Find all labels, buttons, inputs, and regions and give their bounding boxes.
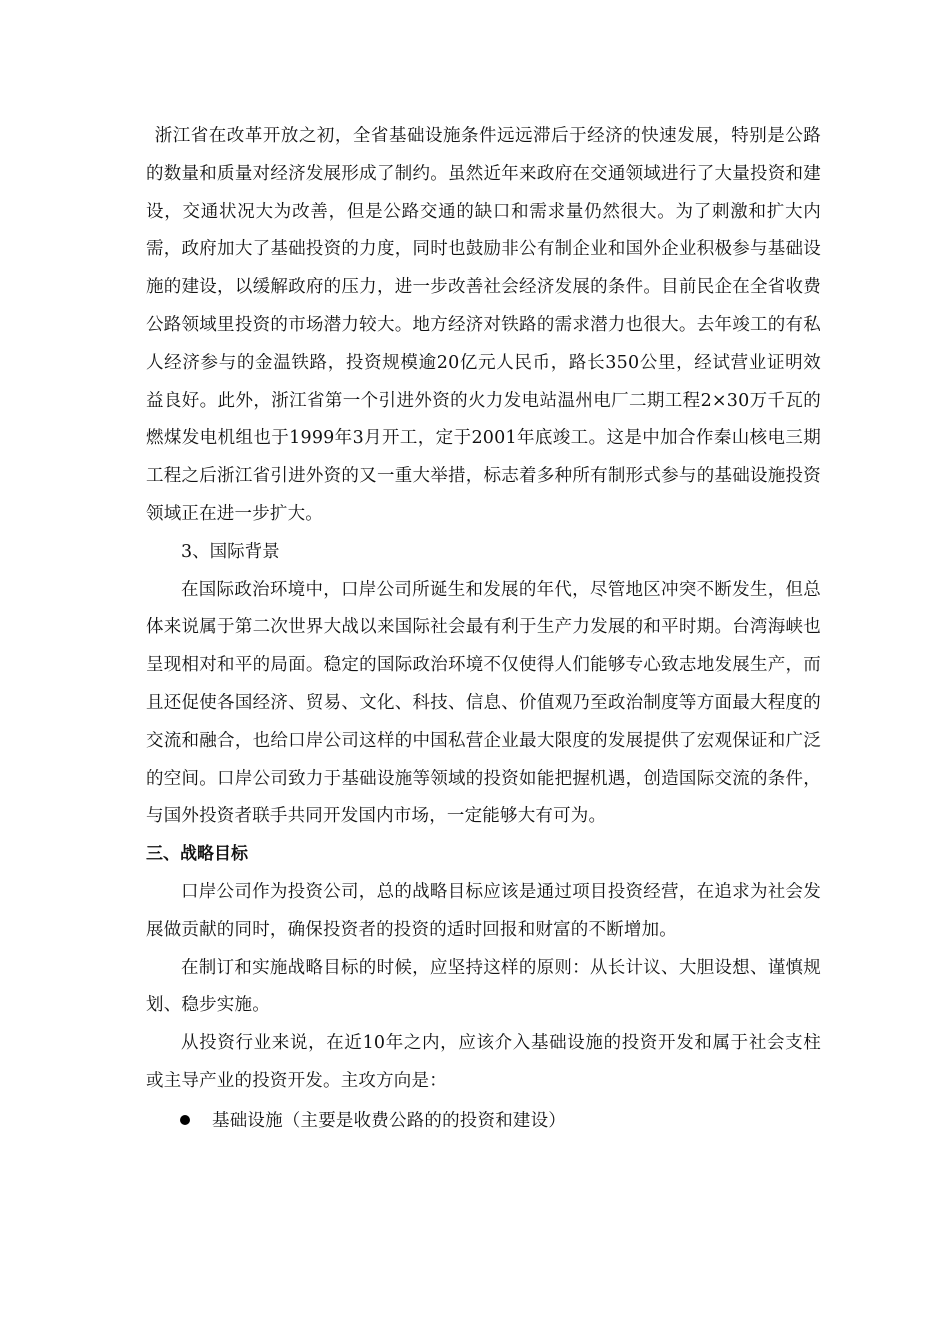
subheading-international-background: 3、国际背景 — [181, 541, 280, 562]
paragraph-international-environment: 在国际政治环境中，口岸公司所诞生和发展的年代，尽管地区冲突不断发生，但总体来说属于第二次世界大战以来国际社会最有利于生产力发展的和平时期。台湾海峡也呈现相对和平的局面。稳定的国际政治环境不仅使得人们能够专心致志地发展生产，而且还促使各国经济、贸易、文化、科技、信息、价值观乃至政治制度等方面最大程度的交流和融合，也给口岸公司这样的中国私营企业最大限度的发展提供了宏观保证和广泛的空间。口岸公司致力于基础设施等领域的投资如能把握机遇，创造国际交流的条件，与国外投资者联手共同开发国内市场，一定能够大有可为。 — [146, 579, 821, 827]
bullet-text: 基础设施（主要是收费公路的的投资和建设） — [212, 1111, 566, 1132]
paragraph-investment-direction: 从投资行业来说，在近10年之内，应该介入基础设施的投资开发和属于社会支柱或主导产业的投资开发。主攻方向是： — [146, 1033, 821, 1091]
document-page — [146, 118, 821, 1139]
paragraph-overall-goal: 口岸公司作为投资公司，总的战略目标应该是通过项目投资经营，在追求为社会发展做贡献的同时，确保投资者的投资的适时回报和财富的不断增加。 — [146, 881, 821, 940]
bullet-dot-icon — [180, 1115, 190, 1125]
bullet-list-item — [146, 1101, 821, 1139]
section-heading-strategic-goals: 三、战略目标 — [146, 844, 248, 865]
paragraph-principles: 在制订和实施战略目标的时候，应坚持这样的原则：从长计议、大胆设想、谨慎规划、稳步实施。 — [146, 957, 821, 1016]
paragraph-infrastructure-background: 浙江省在改革开放之初，全省基础设施条件远远滞后于经济的快速发展，特别是公路的数量和质量对经济发展形成了制约。虽然近年来政府在交通领域进行了大量投资和建设，交通状况大为改善，但是公路交通的缺口和需求量仍然很大。为了刺激和扩大内需，政府加大了基础投资的力度，同时也鼓励非公有制企业和国外企业积极参与基础设施的建设，以缓解政府的压力，进一步改善社会经济发展的条件。目前民企在全省收费公路领域里投资的市场潜力较大。地方经济对铁路的需求潜力也很大。去年竣工的有私人经济参与的金温铁路，投资规模逾20亿元人民币，路长350公里，经试营业证明效益良好。此外，浙江省第一个引进外资的火力发电站温州电厂二期工程2×30万千瓦的燃煤发电机组也于1999年3月开工，定于2001年底竣工。这是中加合作秦山核电三期工程之后浙江省引进外资的又一重大举措，标志着多种所有制形式参与的基础设施投资领域正在进一步扩大。 — [146, 126, 821, 524]
